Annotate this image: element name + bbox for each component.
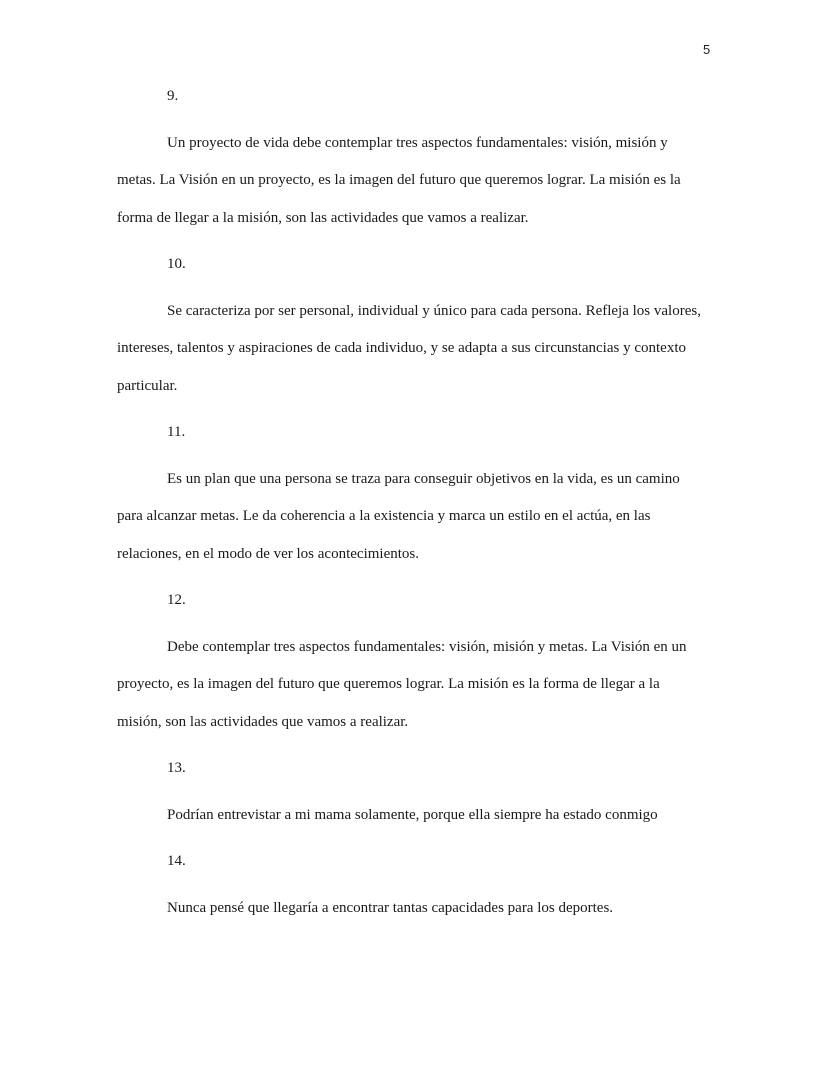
page-number: 5 — [703, 42, 711, 57]
answer-paragraph-14: Nunca pensé que llegaría a encontrar tantas capacidades para los deportes. — [167, 899, 614, 916]
item-number-14: 14. — [167, 853, 186, 869]
item-number-10: 10. — [167, 256, 186, 272]
answer-paragraph-9: Un proyecto de vida debe contemplar tres aspectos fundamentales: visión, misión y metas. La Visión en un proyecto, es la imagen del futuro que queremos lograr. La misión es la forma de llegar a la misión, son las actividades que vamos a realizar. — [117, 134, 681, 226]
answer-paragraph-11: Es un plan que una persona se traza para conseguir objetivos en la vida, es un camino para alcanzar metas. Le da coherencia a la existencia y marca un estilo en el actúa, en las relaciones, en el modo de ver los acontecimientos. — [117, 470, 680, 562]
document-body — [117, 78, 707, 936]
item-number-13: 13. — [167, 760, 186, 776]
item-number-11: 11. — [167, 424, 186, 440]
item-number-9: 9. — [167, 88, 179, 104]
item-number-12: 12. — [167, 592, 186, 608]
answer-paragraph-12: Debe contemplar tres aspectos fundamentales: visión, misión y metas. La Visión en un proyecto, es la imagen del futuro que queremos lograr. La misión es la forma de llegar a la misión, son las actividades que vamos a realizar. — [117, 638, 687, 730]
answer-paragraph-13: Podrían entrevistar a mi mama solamente, porque ella siempre ha estado conmigo — [167, 806, 658, 823]
answer-paragraph-10: Se caracteriza por ser personal, individual y único para cada persona. Refleja los valores, intereses, talentos y aspiraciones de cada individuo, y se adapta a sus circunstancias y contexto particular. — [117, 302, 701, 394]
